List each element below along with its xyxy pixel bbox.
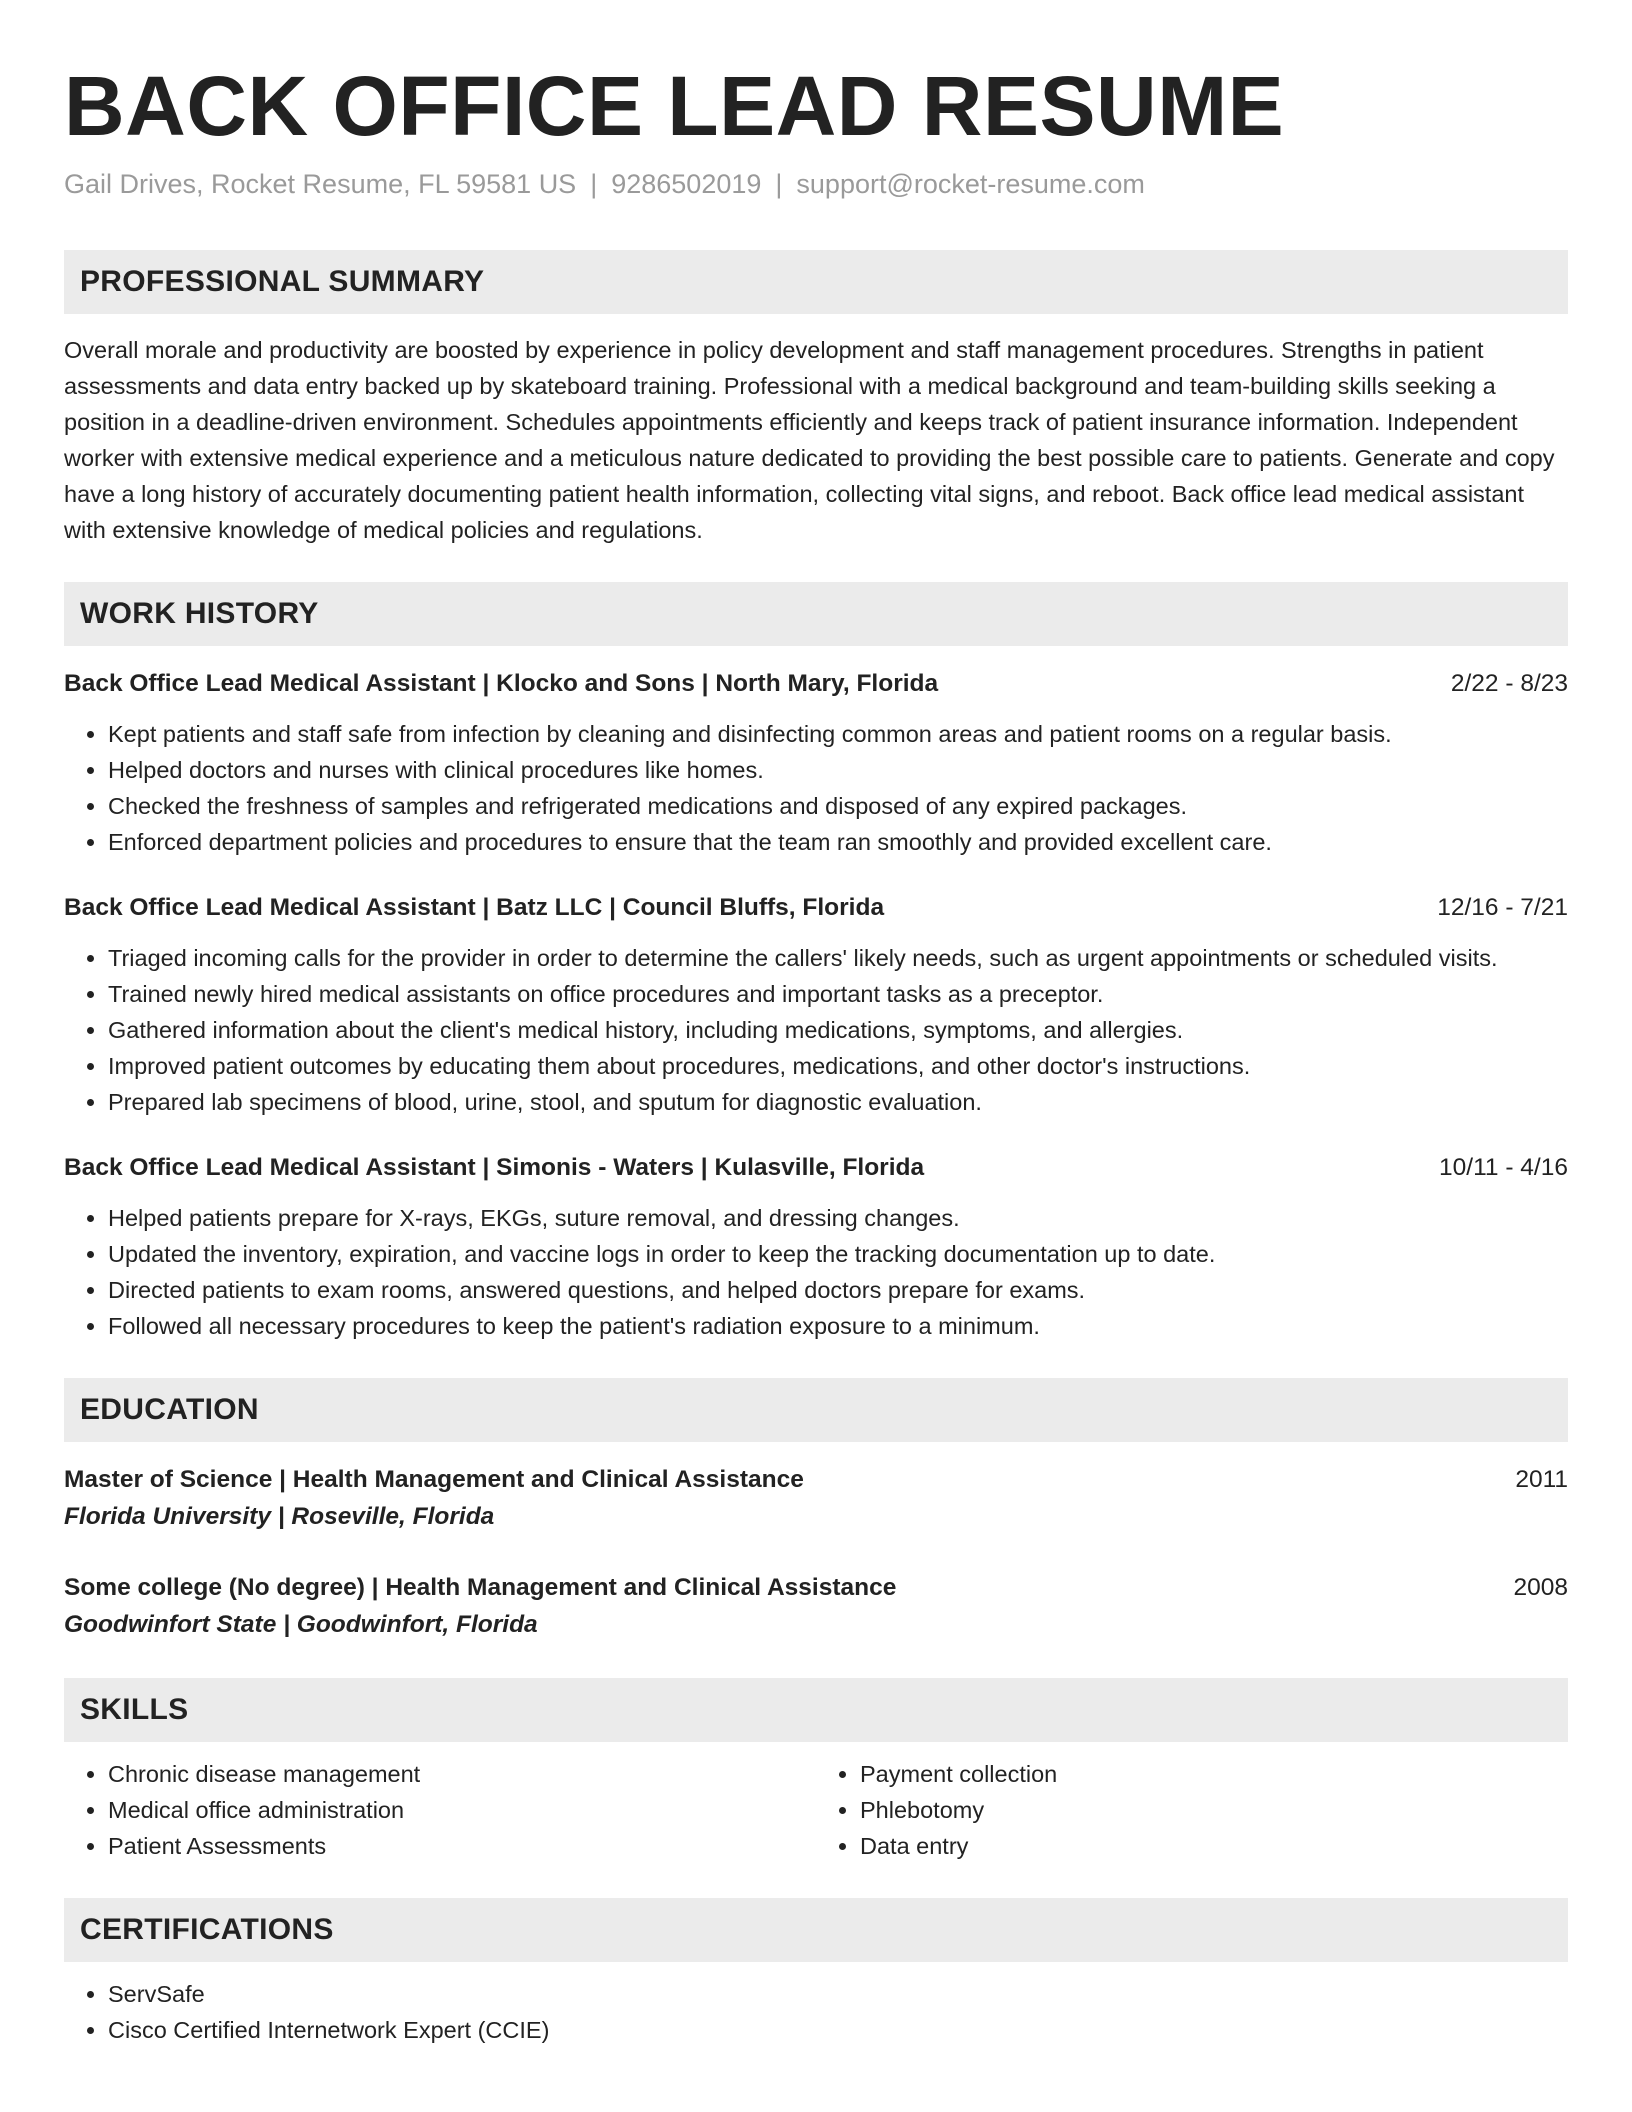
job-entry xyxy=(64,890,1568,1120)
job-title: Back Office Lead Medical Assistant | Klocko and Sons | North Mary, Florida xyxy=(64,670,939,697)
education-degree: Some college (No degree) | Health Management and Clinical Assistance xyxy=(64,1574,897,1601)
skill-item: • Data entry xyxy=(860,1828,1568,1864)
job-bullet: • Improved patient outcomes by educating them about procedures, medications, and other doctor's instructions. xyxy=(108,1048,1568,1084)
certifications-list xyxy=(64,1976,1568,2048)
job-bullet: • Updated the inventory, expiration, and vaccine logs in order to keep the tracking documentation up to date. xyxy=(108,1236,1568,1272)
certifications-heading: CERTIFICATIONS xyxy=(64,1898,1568,1962)
education-section xyxy=(64,1378,1568,1644)
education-year: 2008 xyxy=(1513,1574,1568,1601)
education-header xyxy=(64,1462,1568,1498)
contact-email[interactable]: support@rocket-resume.com xyxy=(796,169,1145,199)
education-entry xyxy=(64,1462,1568,1536)
skill-item: • Medical office administration xyxy=(108,1792,816,1828)
skills-column-right xyxy=(816,1756,1568,1864)
skills-grid xyxy=(64,1756,1568,1864)
job-dates: 12/16 - 7/21 xyxy=(1437,894,1568,921)
contact-address: Gail Drives, Rocket Resume, FL 59581 US xyxy=(64,169,577,199)
summary-section xyxy=(64,250,1568,548)
job-bullets xyxy=(64,940,1568,1120)
work-history-section xyxy=(64,582,1568,1344)
job-bullet: • Trained newly hired medical assistants on office procedures and important tasks as a preceptor. xyxy=(108,976,1568,1012)
skills-heading: SKILLS xyxy=(64,1678,1568,1742)
job-bullet: • Gathered information about the client's medical history, including medications, symptoms, and allergies. xyxy=(108,1012,1568,1048)
work-history-heading: WORK HISTORY xyxy=(64,582,1568,646)
summary-heading: PROFESSIONAL SUMMARY xyxy=(64,250,1568,314)
job-dates: 2/22 - 8/23 xyxy=(1450,670,1568,697)
job-bullet: • Helped doctors and nurses with clinical procedures like homes. xyxy=(108,752,1568,788)
job-bullets xyxy=(64,716,1568,860)
education-entry xyxy=(64,1570,1568,1644)
job-header xyxy=(64,890,1568,926)
job-header xyxy=(64,1150,1568,1186)
education-heading: EDUCATION xyxy=(64,1378,1568,1442)
skills-column-left xyxy=(64,1756,816,1864)
job-bullets xyxy=(64,1200,1568,1344)
summary-text: Overall morale and productivity are boosted by experience in policy development and staff management procedures. Strengths in patient assessments and data entry backed up by skateboard training. Professional with a medical background and team-building skills seeking a position in a deadline-driven environment. Schedules appointments efficiently and keeps track of patient insurance information. Independent worker with extensive medical experience and a meticulous nature dedicated to providing the best possible care to patients. Generate and copy have a long history of accurately documenting patient health information, collecting vital signs, and reboot. Back office lead medical assistant with extensive knowledge of medical policies and regulations. xyxy=(64,337,1555,543)
job-bullet: • Triaged incoming calls for the provider in order to determine the callers' likely needs, such as urgent appointments or scheduled visits. xyxy=(108,940,1568,976)
education-school: Goodwinfort State | Goodwinfort, Florida xyxy=(64,1611,538,1638)
skill-item: • Chronic disease management xyxy=(108,1756,816,1792)
contact-line xyxy=(64,166,1568,202)
skills-section xyxy=(64,1678,1568,1864)
job-title: Back Office Lead Medical Assistant | Batz LLC | Council Bluffs, Florida xyxy=(64,894,885,921)
job-bullet: • Enforced department policies and procedures to ensure that the team ran smoothly and provided excellent care. xyxy=(108,824,1568,860)
job-bullet: • Followed all necessary procedures to keep the patient's radiation exposure to a minimum. xyxy=(108,1308,1568,1344)
resume-title: BACK OFFICE LEAD RESUME xyxy=(64,59,1285,153)
skill-item: • Phlebotomy xyxy=(860,1792,1568,1828)
skill-item: • Patient Assessments xyxy=(108,1828,816,1864)
job-dates: 10/11 - 4/16 xyxy=(1439,1154,1568,1181)
certifications-section xyxy=(64,1898,1568,2048)
skill-item: • Payment collection xyxy=(860,1756,1568,1792)
education-school: Florida University | Roseville, Florida xyxy=(64,1503,495,1530)
contact-separator: | xyxy=(590,169,598,199)
education-year: 2011 xyxy=(1515,1466,1568,1493)
job-bullet: • Prepared lab specimens of blood, urine, stool, and sputum for diagnostic evaluation. xyxy=(108,1084,1568,1120)
job-title: Back Office Lead Medical Assistant | Simonis - Waters | Kulasville, Florida xyxy=(64,1154,925,1181)
contact-separator: | xyxy=(775,169,783,199)
education-header xyxy=(64,1570,1568,1606)
job-bullet: • Kept patients and staff safe from infection by cleaning and disinfecting common areas and patient rooms on a regular basis. xyxy=(108,716,1568,752)
education-degree: Master of Science | Health Management and Clinical Assistance xyxy=(64,1466,804,1493)
job-entry xyxy=(64,666,1568,860)
job-bullet: • Checked the freshness of samples and refrigerated medications and disposed of any expired packages. xyxy=(108,788,1568,824)
certification-item: • ServSafe xyxy=(108,1976,1568,2012)
job-bullet: • Directed patients to exam rooms, answered questions, and helped doctors prepare for exams. xyxy=(108,1272,1568,1308)
job-entry xyxy=(64,1150,1568,1344)
contact-phone: 9286502019 xyxy=(611,169,762,199)
job-bullet: • Helped patients prepare for X-rays, EKGs, suture removal, and dressing changes. xyxy=(108,1200,1568,1236)
job-header xyxy=(64,666,1568,702)
certification-item: • Cisco Certified Internetwork Expert (CCIE) xyxy=(108,2012,1568,2048)
